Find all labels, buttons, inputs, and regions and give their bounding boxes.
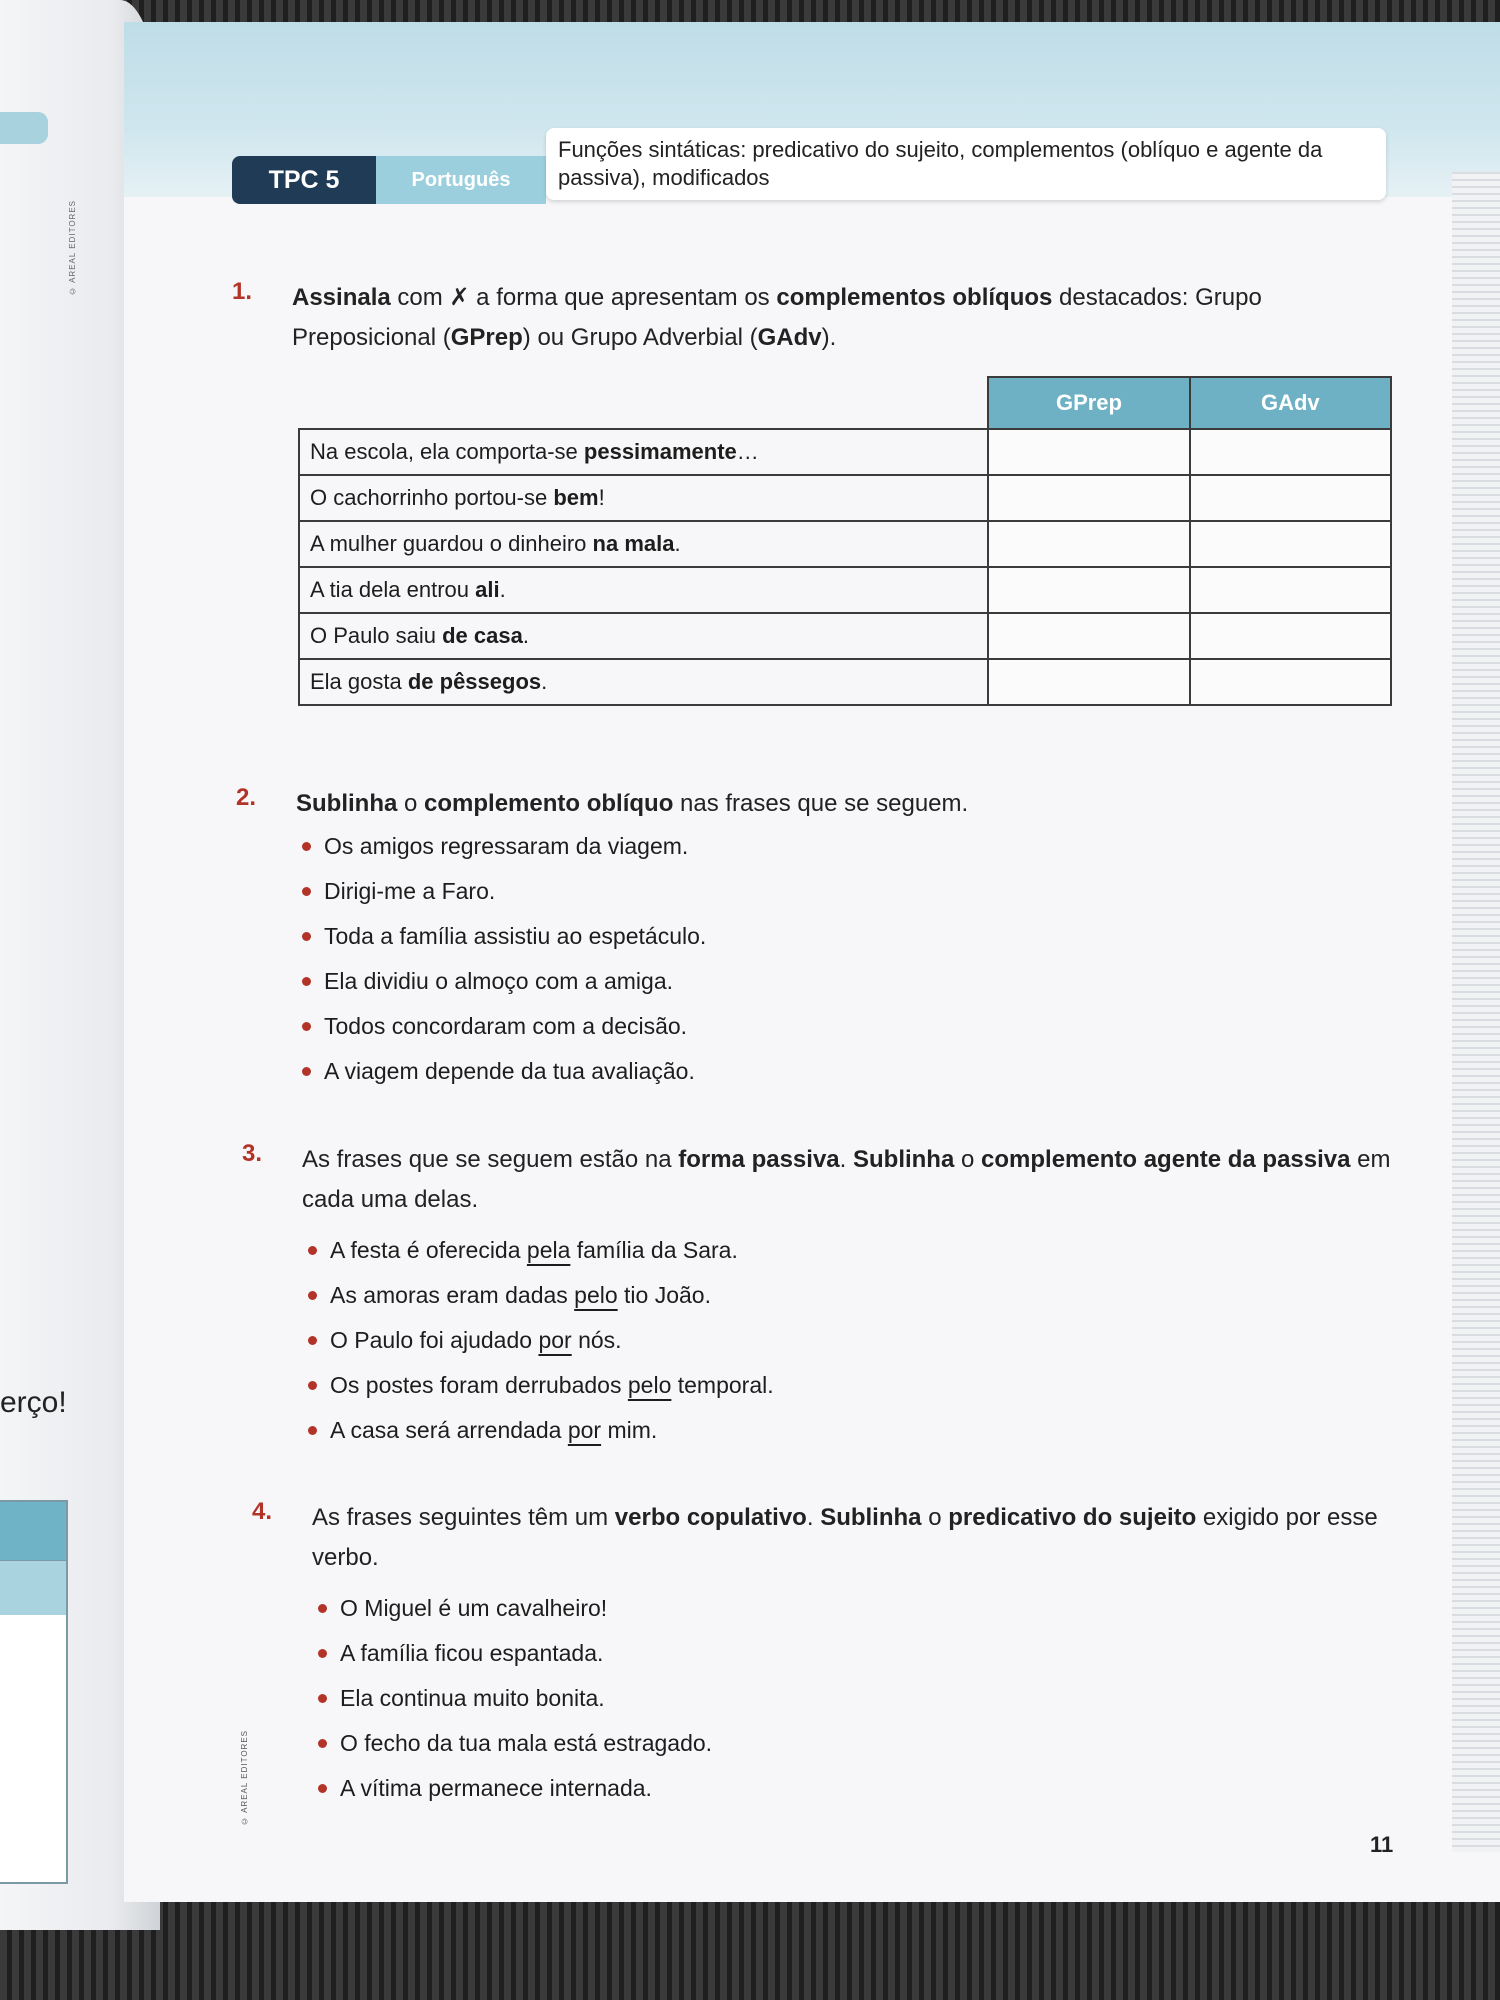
list-item: A festa é oferecida pela família da Sara. [306,1228,774,1273]
list-item: Os amigos regressaram da viagem. [300,824,706,869]
list-item: Ela continua muito bonita. [316,1676,712,1721]
sentence-cell: O cachorrinho portou-se bem! [299,475,988,521]
underlined-mark: pelo [574,1282,618,1308]
table-row [299,659,1391,705]
answer-cell-gprep[interactable] [988,521,1189,567]
table-row [299,613,1391,659]
tpc-label: TPC 5 [232,156,376,204]
question-4-list [316,1586,712,1811]
answer-cell-gadv[interactable] [1190,567,1391,613]
list-item: A viagem depende da tua avaliação. [300,1049,706,1094]
page-edge [1452,172,1500,1852]
left-page-box [0,1500,68,1884]
list-item: Os postes foram derrubados pelo temporal. [306,1363,774,1408]
answer-cell-gprep[interactable] [988,429,1189,475]
question-3-instruction: As frases que se seguem estão na forma passiva. Sublinha o complemento agente da passiva em cada uma delas. [302,1146,1391,1213]
list-item: Todos concordaram com a decisão. [300,1004,706,1049]
list-item: A casa será arrendada por mim. [306,1408,774,1453]
sentence-cell: O Paulo saiu de casa. [299,613,988,659]
list-item: A família ficou espantada. [316,1631,712,1676]
question-4-instruction: As frases seguintes têm um verbo copulativo. Sublinha o predicativo do sujeito exigido por esse verbo. [312,1504,1378,1571]
table-row [299,521,1391,567]
question-2-list [300,824,706,1094]
underlined-mark: pela [526,1237,571,1263]
worksheet-header [232,137,1386,204]
sentence-cell: A tia dela entrou ali. [299,567,988,613]
underlined-mark: por [538,1327,572,1353]
list-item: O Miguel é um cavalheiro! [316,1586,712,1631]
answer-cell-gadv[interactable] [1190,475,1391,521]
list-item: Ela dividiu o almoço com a amiga. [300,959,706,1004]
column-header-gadv: GAdv [1190,377,1391,429]
publisher-credit: © AREAL EDITORES [240,1730,249,1826]
table-row [299,429,1391,475]
column-header-gprep: GPrep [988,377,1189,429]
list-item: O Paulo foi ajudado por nós. [306,1318,774,1363]
left-page-tab [0,112,48,144]
answer-cell-gprep[interactable] [988,475,1189,521]
answer-cell-gadv[interactable] [1190,521,1391,567]
sentence-cell: Na escola, ela comporta-se pessimamente… [299,429,988,475]
answer-cell-gadv[interactable] [1190,429,1391,475]
answer-cell-gprep[interactable] [988,567,1189,613]
list-item: O fecho da tua mala está estragado. [316,1721,712,1766]
list-item: Dirigi-me a Faro. [300,869,706,914]
left-page-fragment: erço! [0,1386,67,1419]
table-row [299,567,1391,613]
left-page-publisher: © AREAL EDITORES [68,200,77,296]
question-number: 2. [236,784,257,811]
answer-cell-gprep[interactable] [988,659,1189,705]
answer-cell-gadv[interactable] [1190,613,1391,659]
question-number: 3. [242,1140,263,1167]
question-number: 4. [252,1498,273,1525]
question-1-instruction: Assinala com ✗ a forma que apresentam os complementos oblíquos destacados: Grupo Preposicional (GPrep) ou Grupo Adverbial (GAdv). [292,284,1262,351]
question-3-list [306,1228,774,1453]
underlined-mark: pelo [627,1372,672,1398]
answer-cell-gprep[interactable] [988,613,1189,659]
underlined-mark: por [567,1417,602,1443]
answer-table [298,376,1392,706]
list-item: As amoras eram dadas pelo tio João. [306,1273,774,1318]
table-header-row [299,377,1391,429]
topic-title: Funções sintáticas: predicativo do sujeito, complementos (oblíquo e agente da passiva), modificados [546,128,1386,200]
table-row [299,475,1391,521]
list-item: A vítima permanece internada. [316,1766,712,1811]
page-number: 11 [1370,1832,1394,1857]
question-number: 1. [232,278,253,305]
answer-cell-gadv[interactable] [1190,659,1391,705]
sentence-cell: Ela gosta de pêssegos. [299,659,988,705]
subject-label: Português [376,156,546,204]
sentence-cell: A mulher guardou o dinheiro na mala. [299,521,988,567]
list-item: Toda a família assistiu ao espetáculo. [300,914,706,959]
question-2-instruction: Sublinha o complemento oblíquo nas frases que se seguem. [296,790,969,817]
